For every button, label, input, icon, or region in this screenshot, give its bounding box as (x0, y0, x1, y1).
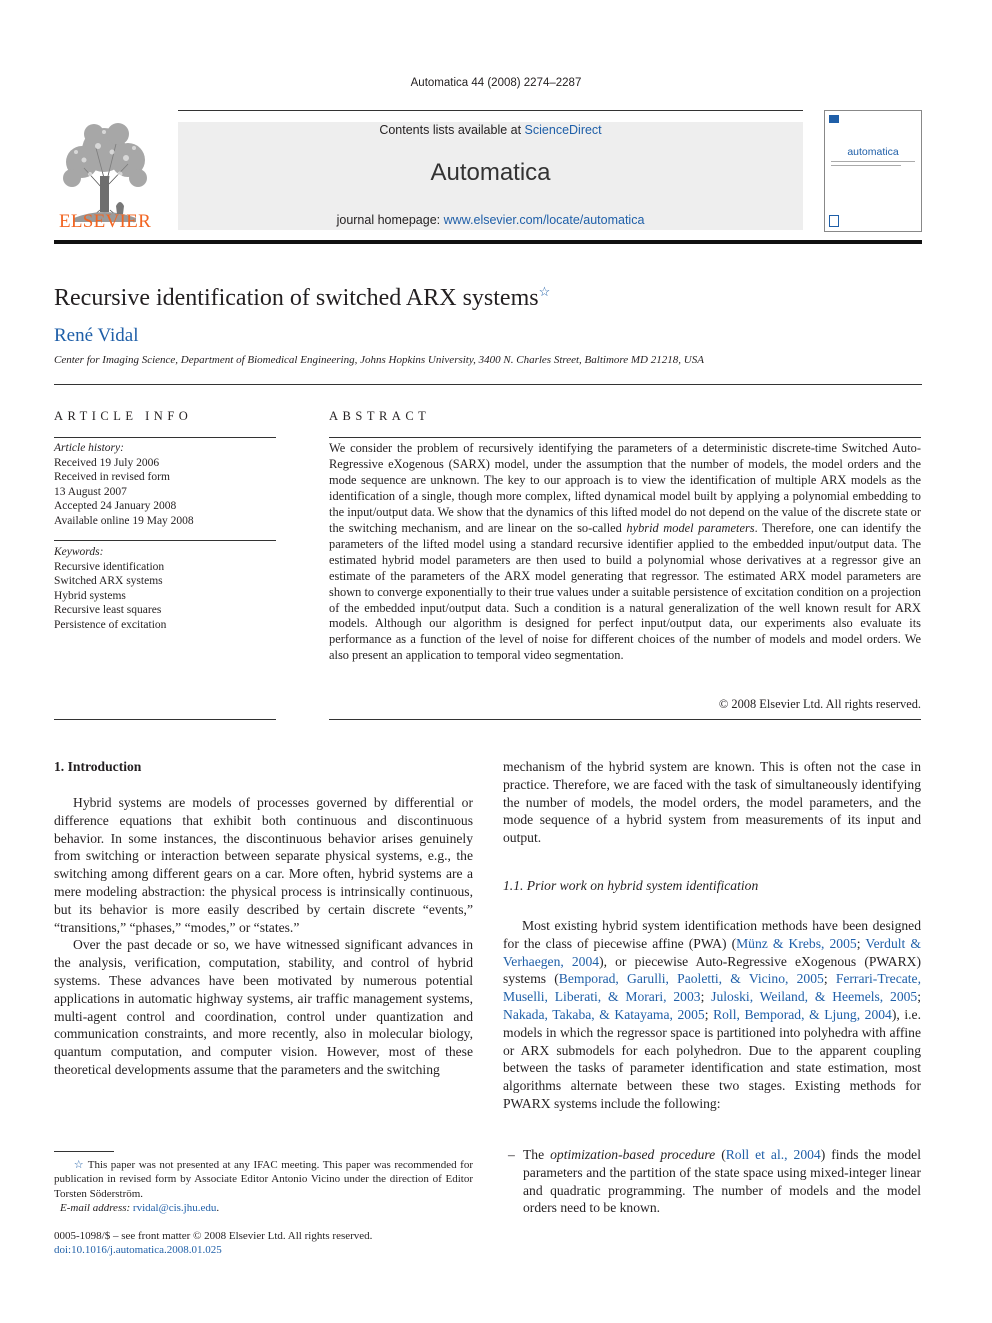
text: The (523, 1147, 551, 1162)
citation-link[interactable]: Roll et al., 2004 (725, 1147, 821, 1162)
abstract-text (329, 441, 921, 664)
history-item: Received in revised form (54, 471, 170, 483)
right-column-top (503, 758, 921, 847)
abstract-part: . Therefore, one can identify the parameters of the lifted model using a standard recursive identifier applied to the embedded input/output data. The estimated hybrid model parameters are then used to build a polynomial whose derivatives at a regressor give an estimate of the parameters of the ARX model generating that regressor. The estimated ARX model parameters are shown to converge exponentially to their true values under a suitable persistence of excitation condition on a projection of the embedded input/output data. Such a condition is a natural generalization of the well known result for ARX models. Although our algorithm is designed for perfect input/output data, our experiments also evaluate its performance as a function of the level of noise for different choices of the number of models and model orders. We also present an application to temporal video segmentation. (329, 520, 921, 663)
doi-link[interactable]: doi:10.1016/j.automatica.2008.01.025 (54, 1244, 222, 1257)
text: ; (700, 989, 712, 1005)
citation-link[interactable]: Münz & Krebs, 2005 (736, 935, 857, 951)
text: ; (856, 935, 866, 951)
article-title-text: Recursive identification of switched ARX systems (54, 285, 539, 311)
journal-title: Automatica (430, 159, 551, 186)
email-end: . (216, 1201, 220, 1214)
text: ), i.e. models in which the regressor space is partitioned into polyhedra with affine or ARX submodels for each polyhedron. Due to the apparent coupling between the tasks of parameter identification and state estimation, most algorithms alternate between these two stages. Existing methods for PWARX systems include the following: (503, 1006, 921, 1111)
elsevier-wordmark: ELSEVIER (58, 211, 152, 232)
title-divider (54, 384, 922, 385)
text: Most existing hybrid system identification methods have been designed for the class of piecewise affine (PWA) ( (503, 918, 921, 951)
abstract-part: We consider the problem of recursively identifying the parameters of a deterministic discrete-time Switched Auto-Regressive eXogenous (SARX) model, under the assumption that the number of models, the model orders and the mode sequence are unknown. The key to our approach is to view the identification of multiple ARX models as the identification of a single, though more complex, lifted dynamical model built by applying a polynomial embedding to the input/output data. We show that the dynamics of this lifted model do not depend on the value of the discrete state or the switching mechanism, and are linear on the so-called (329, 441, 921, 535)
history-item: Available online 19 May 2008 (54, 514, 194, 527)
left-column-text (54, 794, 473, 1079)
article-info-bottom-rule (54, 719, 276, 720)
front-matter (54, 1229, 473, 1258)
keyword: Recursive identification (54, 560, 165, 573)
history-item: Accepted 24 January 2008 (54, 500, 177, 512)
citation-link[interactable]: Verdult & Verhaegen, 2004 (503, 935, 921, 969)
text: ; (704, 1006, 714, 1022)
bullet-dash: – (508, 1147, 515, 1162)
journal-reference: Automatica 44 (2008) 2274–2287 (410, 77, 582, 89)
paragraph: Hybrid systems are models of processes governed by differential or difference equations that exhibit both continuous and discontinuous behavior. In some instances, the discontinuous behavior arises genuinely from switching or interaction between separate physical systems, e.g., the switching among different gears on a car. More often, hybrid systems are a mere modeling abstraction: the physical process is intrinsically continuous, but its behavior is more easily described by certain discrete “events,” “transitions,” “phases,” “modes,” or “states.” (54, 795, 473, 935)
keywords-block (54, 545, 276, 632)
footnote-email-line (54, 1201, 473, 1215)
text: ; (917, 989, 921, 1005)
article-title (54, 284, 550, 312)
cover-title: automatica (847, 146, 899, 158)
footnote-text: This paper was not presented at any IFAC meeting. This paper was recommended for publication in revised form by Associate Editor Antonio Vicino under the direction of Editor Torsten Söderström. (54, 1159, 473, 1200)
abstract-rule (329, 437, 921, 438)
footnote (54, 1158, 473, 1215)
cover-subtitle-line (831, 165, 901, 166)
keyword: Persistence of excitation (54, 618, 167, 631)
text: ), or piecewise Auto-Regressive eXogenous (PWARX) systems ( (503, 953, 921, 987)
header-thick-rule (54, 240, 922, 244)
abstract-emphasis: hybrid model parameters (626, 520, 755, 535)
keyword: Switched ARX systems (54, 575, 163, 587)
citation-link[interactable]: Nakada, Takaba, & Katayama, 2005 (503, 1006, 705, 1022)
citation-link[interactable]: Ferrari-Trecate, Muselli, Liberati, & Morari, 2003 (503, 971, 921, 1005)
keyword: Recursive least squares (54, 604, 162, 616)
email-link[interactable]: rvidal@cis.jhu.edu (132, 1201, 217, 1214)
abstract-heading: ABSTRACT (329, 409, 431, 423)
cover-badge (829, 115, 839, 123)
citation-link[interactable]: Juloski, Weiland, & Heemels, 2005 (711, 989, 918, 1005)
abstract-copyright: © 2008 Elsevier Ltd. All rights reserved. (718, 697, 921, 711)
paragraph (503, 917, 921, 1113)
author-name[interactable]: René Vidal (54, 325, 139, 346)
article-info-rule (54, 437, 276, 438)
text: ) finds the model parameters and the partition of the state space using mixed-integer linear and quadratic programming. The number of models and the model orders need to be known. (523, 1147, 921, 1216)
right-column-prior-work (503, 917, 921, 1113)
bullet-item (523, 1146, 921, 1217)
article-history (54, 441, 276, 528)
journal-cover-thumbnail[interactable] (824, 110, 922, 232)
section-heading-introduction: 1. Introduction (54, 759, 142, 774)
header-top-rule (178, 110, 803, 111)
homepage-link[interactable]: www.elsevier.com/locate/automatica (443, 213, 645, 227)
contents-line (178, 123, 803, 137)
email-label: E-mail address: (60, 1201, 131, 1214)
history-item: 13 August 2007 (54, 485, 127, 498)
cover-publisher-icon (829, 215, 839, 227)
citation-link[interactable]: Bemporad, Garulli, Paoletti, & Vicino, 2005 (558, 971, 824, 987)
author-affiliation: Center for Imaging Science, Department of Biomedical Engineering, Johns Hopkins University, 3400 N. Charles Street, Baltimore MD 21218, USA (54, 354, 704, 366)
homepage-line (178, 213, 803, 227)
text: ( (715, 1147, 726, 1162)
subsection-heading-prior-work: 1.1. Prior work on hybrid system identification (503, 878, 759, 893)
history-label: Article history: (54, 442, 124, 454)
keywords-label: Keywords: (54, 546, 104, 558)
footnote-separator (54, 1151, 114, 1152)
history-item: Received 19 July 2006 (54, 456, 160, 469)
sciencedirect-link[interactable]: ScienceDirect (524, 123, 602, 137)
title-footnote-mark[interactable]: ☆ (538, 284, 551, 299)
contents-prefix: Contents lists available at (379, 123, 525, 137)
cover-subtitle-line (831, 161, 915, 162)
citation-link[interactable]: Roll, Bemporad, & Ljung, 2004 (713, 1006, 892, 1022)
homepage-prefix: journal homepage: (336, 213, 444, 227)
emphasis: optimization-based procedure (550, 1147, 716, 1162)
abstract-bottom-rule (329, 719, 921, 720)
article-info-heading: ARTICLE INFO (54, 409, 193, 423)
text: ; (823, 971, 836, 987)
footnote-mark: ☆ (73, 1159, 85, 1171)
keywords-rule (54, 540, 276, 541)
paragraph: mechanism of the hybrid system are known. This is often not the case in practice. Therefore, we are faced with the task of simultaneously identifying the number of models, the model orders, the model parameters, and the mode sequence of a hybrid system from measurements of its input and output. (503, 759, 921, 846)
paragraph: Over the past decade or so, we have witnessed significant advances in the analysis, verification, computation, stability, and control of hybrid systems. These advances have been motivated by numerous potential applications in automatic highway systems, air traffic management systems, multi-agent control and coordination, control under quantization and communication constraints, and more recently, also in molecular biology, quantum computation, and computer vision. However, most of these theoretical developments assume that the parameters and the switching (54, 937, 473, 1077)
keyword: Hybrid systems (54, 589, 126, 602)
issn-line: 0005-1098/$ – see front matter © 2008 Elsevier Ltd. All rights reserved. (54, 1230, 373, 1242)
